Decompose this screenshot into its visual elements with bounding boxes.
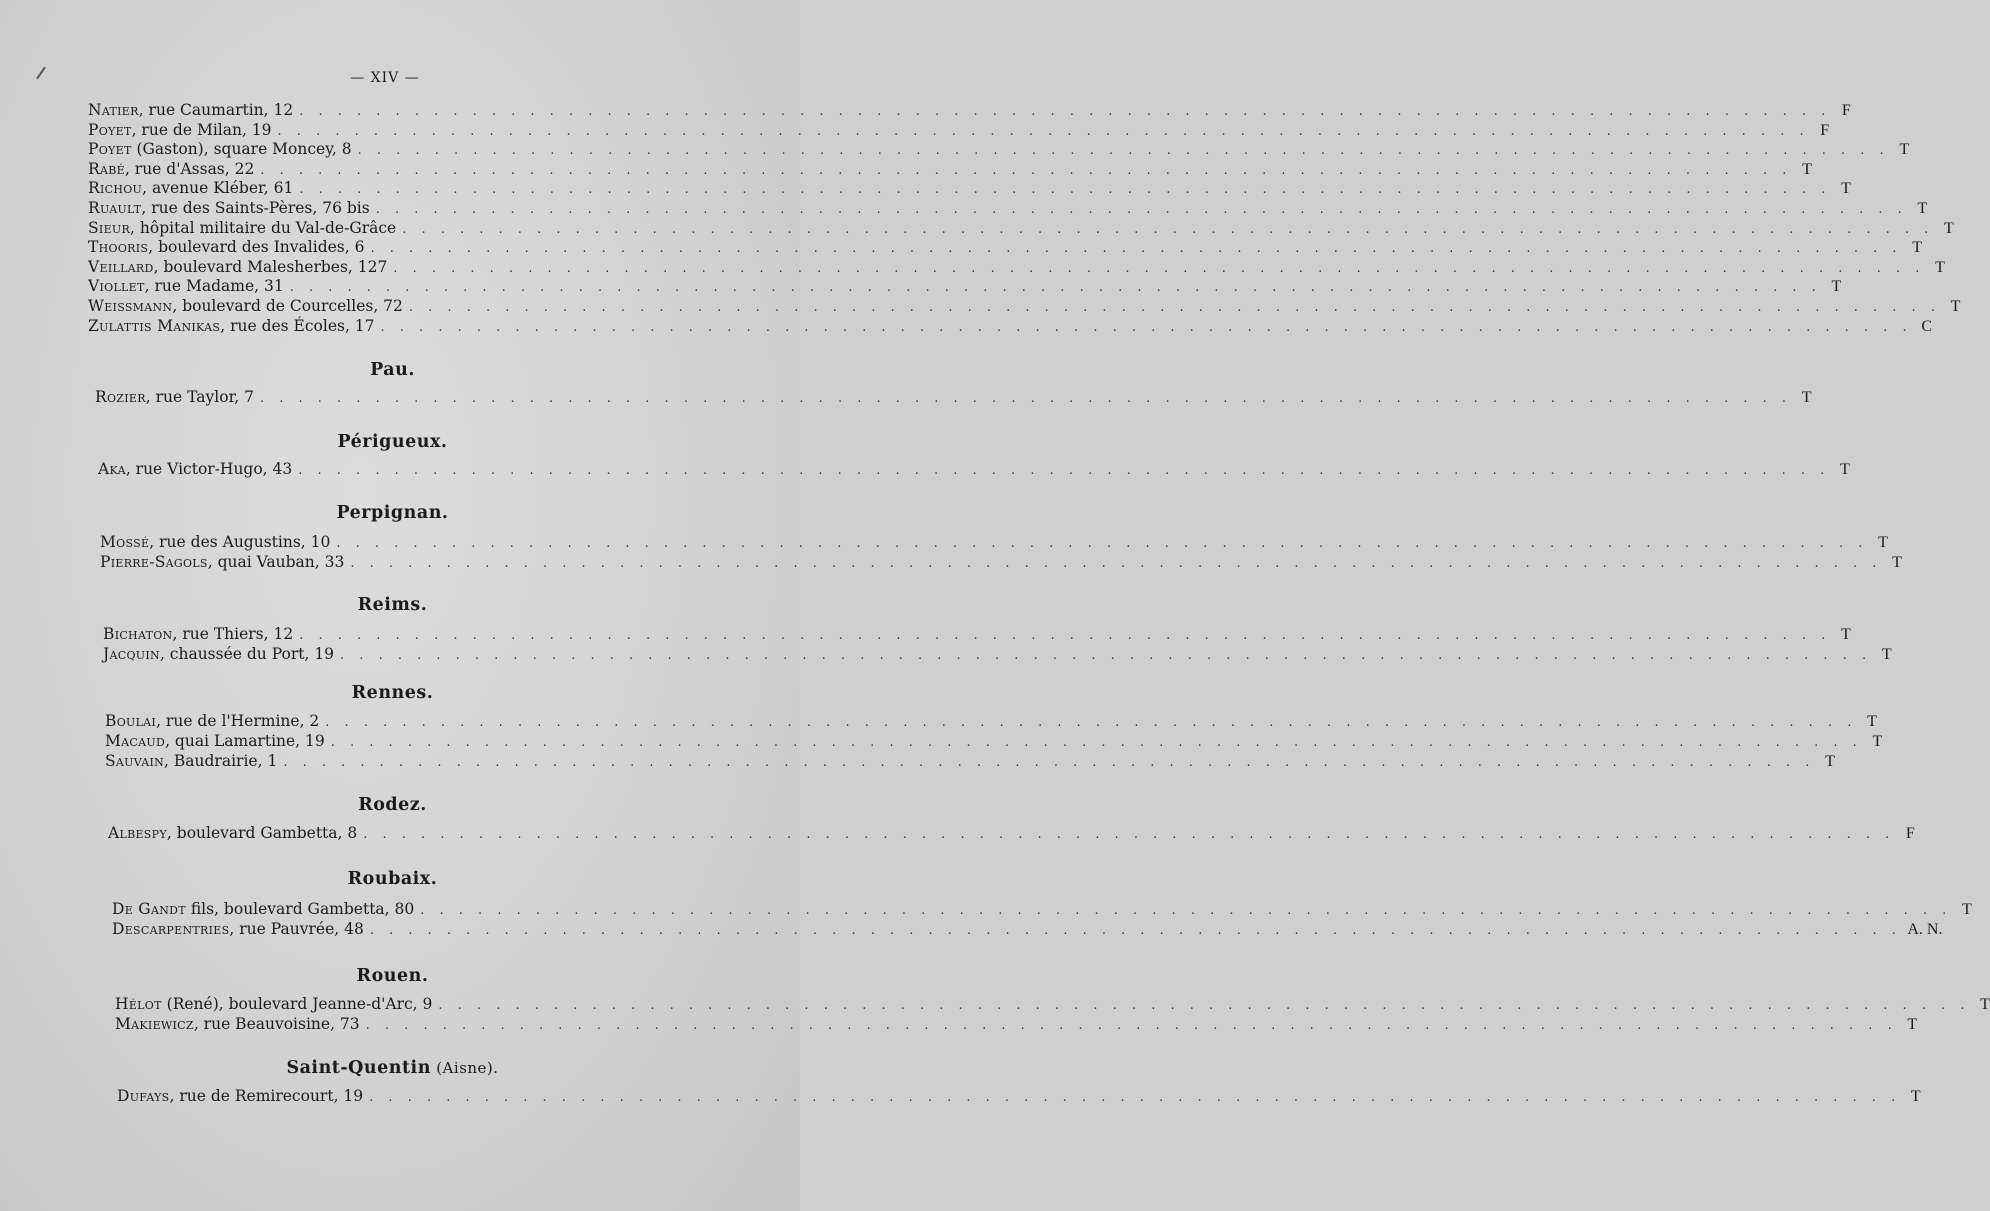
entry-address: , rue Thiers, 12 bbox=[172, 625, 294, 643]
entry-name: Thooris bbox=[88, 238, 149, 257]
directory-entry bbox=[95, 388, 1812, 408]
leader-dots: . . . . . . . . . . . . . . . . . . . . . . . . . . . . . . . . . . . . . . . . . . . . . . . . . . . . . . . . . . . . . . . . . . . . . . . . . . . . . . . . bbox=[260, 162, 1792, 178]
entry-address: fils, boulevard Gambetta, 80 bbox=[185, 900, 415, 918]
leader-dots: . . . . . . . . . . . . . . . . . . . . . . . . . . . . . . . . . . . . . . . . . . . . . . . . . . . . . . . . . . . . . . . . . . . . . . . . . . . . . . . . bbox=[283, 755, 1815, 770]
entry-code: F bbox=[1820, 121, 1830, 139]
entry-name: Sieur bbox=[88, 218, 131, 237]
entry-address: , rue Pauvrée, 48 bbox=[229, 920, 364, 938]
city-name: Reims. bbox=[357, 595, 428, 615]
entry-code: T bbox=[1840, 461, 1850, 478]
leader-dots: . . . . . . . . . . . . . . . . . . . . . . . . . . . . . . . . . . . . . . . . . . . . . . . . . . . . . . . . . . . . . . . . . . . . . . . . . . . . . . . . bbox=[325, 715, 1857, 730]
directory-entry bbox=[105, 732, 1883, 752]
entry-name: Veillard bbox=[88, 257, 154, 276]
directory-entry bbox=[88, 218, 1954, 239]
entry-code: F bbox=[1905, 825, 1915, 842]
leader-dots: . . . . . . . . . . . . . . . . . . . . . . . . . . . . . . . . . . . . . . . . . . . . . . . . . . . . . . . . . . . . . . . . . . . . . . . . . . . . . . . . bbox=[298, 463, 1830, 478]
entry-code: T bbox=[1872, 733, 1883, 750]
entry-name: Aka bbox=[98, 460, 126, 478]
leader-dots: . . . . . . . . . . . . . . . . . . . . . . . . . . . . . . . . . . . . . . . . . . . . . . . . . . . . . . . . . . . . . . . . . . . . . . . . . . . . . . . . bbox=[299, 182, 1831, 198]
entry-code: T bbox=[1962, 901, 1972, 918]
entry-name: Albespy bbox=[108, 824, 167, 842]
city-heading bbox=[0, 503, 785, 523]
entry-address: (Gaston), square Moncey, 8 bbox=[131, 140, 352, 159]
leader-dots: . . . . . . . . . . . . . . . . . . . . . . . . . . . . . . . . . . . . . . . . . . . . . . . . . . . . . . . . . . . . . . . . . . . . . . . . . . . . . . . . bbox=[299, 628, 1831, 643]
entry-name: Zulattis Manikas bbox=[88, 316, 221, 335]
entry-address: , hôpital militaire du Val-de-Grâce bbox=[130, 218, 397, 237]
entry-code: T bbox=[1831, 278, 1842, 296]
city-note: (Aisne). bbox=[430, 1059, 499, 1077]
entry-code: T bbox=[1950, 298, 1961, 315]
leader-dots: . . . . . . . . . . . . . . . . . . . . . . . . . . . . . . . . . . . . . . . . . . . . . . . . . . . . . . . . . . . . . . . . . . . . . . . . . . . . . . . . bbox=[299, 104, 1831, 119]
entry-name: Pierre-Sagols bbox=[100, 553, 208, 571]
entry-code: T bbox=[1917, 200, 1928, 217]
entry-code: T bbox=[1841, 180, 1851, 198]
leader-dots: . . . . . . . . . . . . . . . . . . . . . . . . . . . . . . . . . . . . . . . . . . . . . . . . . . . . . . . . . . . . . . . . . . . . . . . . . . . . . . . . bbox=[369, 1090, 1901, 1105]
city-name: Rouen. bbox=[356, 966, 429, 986]
leader-dots: . . . . . . . . . . . . . . . . . . . . . . . . . . . . . . . . . . . . . . . . . . . . . . . . . . . . . . . . . . . . . . . . . . . . . . . . . . . . . . . . bbox=[289, 280, 1822, 296]
entry-name: Jacquin bbox=[103, 645, 160, 663]
entry-name: Hélot bbox=[115, 995, 162, 1013]
entry-address: , boulevard Gambetta, 8 bbox=[166, 824, 358, 842]
leader-dots: . . . . . . . . . . . . . . . . . . . . . . . . . . . . . . . . . . . . . . . . . . . . . . . . . . . . . . . . . . . . . . . . . . . . . . . . . . . . . . . . bbox=[336, 536, 1868, 551]
directory-entry bbox=[88, 199, 1928, 219]
directory-entry bbox=[117, 1087, 1921, 1107]
leader-dots: . . . . . . . . . . . . . . . . . . . . . . . . . . . . . . . . . . . . . . . . . . . . . . . . . . . . . . . . . . . . . . . . . . . . . . . . . . . . . . . . bbox=[402, 221, 1934, 237]
city-name: Périgueux. bbox=[337, 432, 448, 452]
entry-name: Ruault bbox=[88, 199, 142, 217]
city-heading bbox=[0, 360, 785, 380]
leader-dots: . . . . . . . . . . . . . . . . . . . . . . . . . . . . . . . . . . . . . . . . . . . . . . . . . . . . . . . . . . . . . . . . . . . . . . . . . . . . . . . . bbox=[380, 319, 1913, 335]
entry-address: , rue des Augustins, 10 bbox=[149, 533, 331, 551]
entry-name: De Gandt bbox=[112, 900, 186, 918]
directory-entry bbox=[103, 645, 1892, 665]
entry-code: T bbox=[1801, 389, 1812, 406]
city-name: Saint-Quentin bbox=[286, 1058, 431, 1078]
directory-entry bbox=[108, 824, 1915, 844]
directory-entry bbox=[100, 533, 1888, 553]
city-heading bbox=[0, 966, 785, 986]
entry-address: , quai Lamartine, 19 bbox=[165, 732, 325, 750]
city-heading bbox=[0, 869, 785, 889]
leader-dots: . . . . . . . . . . . . . . . . . . . . . . . . . . . . . . . . . . . . . . . . . . . . . . . . . . . . . . . . . . . . . . . . . . . . . . . . . . . . . . . . bbox=[340, 648, 1872, 663]
entry-address: , avenue Kléber, 61 bbox=[142, 179, 294, 198]
entry-address: (René), boulevard Jeanne-d'Arc, 9 bbox=[161, 995, 433, 1013]
entry-name: Viollet bbox=[88, 277, 145, 296]
directory-entry bbox=[98, 460, 1850, 480]
leader-dots: . . . . . . . . . . . . . . . . . . . . . . . . . . . . . . . . . . . . . . . . . . . . . . . . . . . . . . . . . . . . . . . . . . . . . . . . . . . . . . . . bbox=[408, 300, 1941, 315]
directory-entry bbox=[115, 1015, 1918, 1035]
city-heading bbox=[0, 595, 785, 615]
entry-name: Sauvain bbox=[105, 752, 165, 770]
entry-code: T bbox=[1907, 1016, 1918, 1033]
entry-address: , rue de Remirecourt, 19 bbox=[169, 1087, 364, 1105]
directory-entry bbox=[103, 625, 1851, 645]
entry-code: T bbox=[1912, 239, 1923, 257]
entry-code: T bbox=[1899, 141, 1910, 159]
entry-name: Descarpentries bbox=[112, 920, 230, 938]
directory-entry bbox=[112, 900, 1972, 920]
entry-name: Rabé bbox=[88, 159, 125, 178]
entry-code: T bbox=[1980, 996, 1990, 1013]
directory-entry bbox=[88, 238, 1923, 258]
directory-entry bbox=[88, 257, 1945, 278]
city-heading bbox=[0, 795, 785, 815]
entry-code: T bbox=[1935, 258, 1945, 276]
entry-name: Mossé bbox=[100, 533, 150, 551]
city-heading bbox=[0, 1058, 785, 1078]
entry-code: T bbox=[1910, 1088, 1921, 1105]
city-name: Pau. bbox=[370, 360, 415, 380]
entry-code: T bbox=[1943, 219, 1954, 237]
entry-name: Rozier bbox=[95, 388, 146, 406]
entry-code: A. N. bbox=[1907, 921, 1943, 938]
directory-entry bbox=[100, 553, 1902, 573]
entry-address: , rue Taylor, 7 bbox=[145, 388, 254, 406]
leader-dots: . . . . . . . . . . . . . . . . . . . . . . . . . . . . . . . . . . . . . . . . . . . . . . . . . . . . . . . . . . . . . . . . . . . . . . . . . . . . . . . . bbox=[420, 903, 1952, 918]
entry-name: Macaud bbox=[105, 732, 166, 750]
city-name: Rennes. bbox=[351, 683, 434, 703]
entry-code: T bbox=[1892, 554, 1902, 571]
entry-name: Dufays bbox=[117, 1087, 170, 1105]
entry-address: , rue Madame, 31 bbox=[144, 277, 284, 296]
directory-entry bbox=[88, 101, 1851, 121]
leader-dots: . . . . . . . . . . . . . . . . . . . . . . . . . . . . . . . . . . . . . . . . . . . . . . . . . . . . . . . . . . . . . . . . . . . . . . . . . . . . . . . . bbox=[438, 998, 1970, 1013]
leader-dots: . . . . . . . . . . . . . . . . . . . . . . . . . . . . . . . . . . . . . . . . . . . . . . . . . . . . . . . . . . . . . . . . . . . . . . . . . . . . . . . . bbox=[350, 556, 1882, 571]
entry-code: T bbox=[1881, 646, 1892, 663]
entry-address: , boulevard de Courcelles, 72 bbox=[172, 297, 403, 315]
directory-entry bbox=[88, 297, 1961, 317]
entry-address: , Baudrairie, 1 bbox=[164, 752, 278, 770]
directory-entry bbox=[88, 179, 1851, 199]
city-name: Rodez. bbox=[358, 795, 427, 815]
directory-entry bbox=[88, 316, 1933, 337]
entry-code: T bbox=[1802, 160, 1812, 178]
entry-address: , boulevard Malesherbes, 127 bbox=[153, 257, 388, 276]
entry-code: F bbox=[1841, 102, 1851, 119]
entry-name: Makiewicz bbox=[115, 1015, 194, 1033]
entry-code: T bbox=[1867, 713, 1877, 730]
city-name: Perpignan. bbox=[336, 503, 449, 523]
entry-address: , quai Vauban, 33 bbox=[207, 553, 345, 571]
entry-code: T bbox=[1840, 626, 1851, 643]
leader-dots: . . . . . . . . . . . . . . . . . . . . . . . . . . . . . . . . . . . . . . . . . . . . . . . . . . . . . . . . . . . . . . . . . . . . . . . . . . . . . . . . bbox=[363, 827, 1895, 842]
entry-address: , rue de l'Hermine, 2 bbox=[156, 712, 320, 730]
directory-entry bbox=[115, 995, 1990, 1015]
directory-entry bbox=[88, 277, 1842, 297]
entry-address: , rue des Saints-Pères, 76 bis bbox=[141, 199, 370, 217]
city-heading bbox=[0, 432, 785, 452]
entry-address: , rue Caumartin, 12 bbox=[138, 101, 294, 119]
directory-entry bbox=[112, 920, 1943, 940]
leader-dots: . . . . . . . . . . . . . . . . . . . . . . . . . . . . . . . . . . . . . . . . . . . . . . . . . . . . . . . . . . . . . . . . . . . . . . . . . . . . . . . . bbox=[330, 735, 1863, 750]
entry-name: Weissmann bbox=[88, 297, 173, 315]
directory-entry bbox=[88, 140, 1910, 160]
entry-address: , rue des Écoles, 17 bbox=[220, 316, 375, 335]
page-folio: — XIV — bbox=[350, 70, 420, 86]
entry-name: Poyet bbox=[88, 140, 132, 159]
directory-entry bbox=[105, 752, 1835, 772]
leader-dots: . . . . . . . . . . . . . . . . . . . . . . . . . . . . . . . . . . . . . . . . . . . . . . . . . . . . . . . . . . . . . . . . . . . . . . . . . . . . . . . . bbox=[393, 260, 1925, 276]
city-heading bbox=[0, 683, 785, 703]
directory-entry bbox=[105, 712, 1877, 732]
entry-name: Richou bbox=[88, 179, 143, 198]
leader-dots: . . . . . . . . . . . . . . . . . . . . . . . . . . . . . . . . . . . . . . . . . . . . . . . . . . . . . . . . . . . . . . . . . . . . . . . . . . . . . . . . bbox=[260, 391, 1792, 406]
leader-dots: . . . . . . . . . . . . . . . . . . . . . . . . . . . . . . . . . . . . . . . . . . . . . . . . . . . . . . . . . . . . . . . . . . . . . . . . . . . . . . . . bbox=[365, 1018, 1898, 1033]
entry-address: , chaussée du Port, 19 bbox=[159, 645, 335, 663]
entry-address: , rue Beauvoisine, 73 bbox=[193, 1015, 360, 1033]
entry-name: Natier bbox=[88, 101, 139, 119]
directory-entry bbox=[88, 159, 1812, 180]
entry-code: C bbox=[1921, 317, 1933, 335]
entry-name: Bichaton bbox=[103, 625, 173, 643]
leader-dots: . . . . . . . . . . . . . . . . . . . . . . . . . . . . . . . . . . . . . . . . . . . . . . . . . . . . . . . . . . . . . . . . . . . . . . . . . . . . . . . . bbox=[370, 241, 1903, 257]
entry-address: , boulevard des Invalides, 6 bbox=[148, 238, 365, 257]
leader-dots: . . . . . . . . . . . . . . . . . . . . . . . . . . . . . . . . . . . . . . . . . . . . . . . . . . . . . . . . . . . . . . . . . . . . . . . . . . . . . . . . bbox=[357, 143, 1890, 159]
leader-dots: . . . . . . . . . . . . . . . . . . . . . . . . . . . . . . . . . . . . . . . . . . . . . . . . . . . . . . . . . . . . . . . . . . . . . . . . . . . . . . . . bbox=[369, 923, 1902, 938]
entry-address: , rue de Milan, 19 bbox=[131, 120, 272, 139]
city-name: Roubaix. bbox=[347, 869, 438, 889]
entry-address: , rue d'Assas, 22 bbox=[124, 159, 255, 178]
leader-dots: . . . . . . . . . . . . . . . . . . . . . . . . . . . . . . . . . . . . . . . . . . . . . . . . . . . . . . . . . . . . . . . . . . . . . . . . . . . . . . . . bbox=[277, 123, 1810, 139]
directory-entry bbox=[88, 120, 1830, 141]
leader-dots: . . . . . . . . . . . . . . . . . . . . . . . . . . . . . . . . . . . . . . . . . . . . . . . . . . . . . . . . . . . . . . . . . . . . . . . . . . . . . . . . bbox=[375, 202, 1908, 217]
entry-name: Boulai bbox=[105, 712, 157, 730]
entry-code: T bbox=[1878, 534, 1888, 551]
entry-code: T bbox=[1825, 753, 1835, 770]
entry-address: , rue Victor-Hugo, 43 bbox=[125, 460, 293, 478]
entry-name: Poyet bbox=[88, 120, 132, 139]
